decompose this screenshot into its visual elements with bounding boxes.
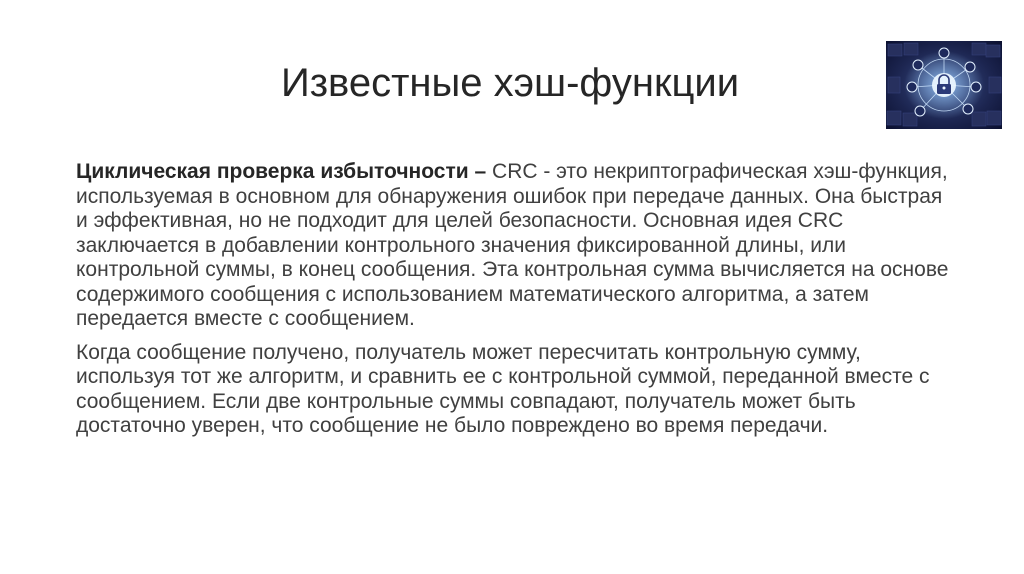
padlock-network-icon: [886, 41, 1002, 129]
paragraph-lead: Циклическая проверка избыточности –: [76, 160, 487, 183]
slide-title: Известные хэш-функции: [280, 61, 740, 105]
cybersecurity-image: [886, 41, 1002, 129]
paragraph-text: CRC - это некриптографическая хэш-функция, используемая в основном для обнаружения ошибок при передаче данных. Она быстрая и эффективная, но не подходит для целей безопасности. Основная идея CRC заключается в добавлении контрольного значения фиксированной длины, или контрольной суммы, в конец сообщения. Эта контрольная сумма вычисляется на основе содержимого сообщения с использованием математического алгоритма, а затем передается вместе с сообщением.: [76, 160, 949, 330]
paragraph-crc: [76, 160, 956, 332]
slide-body: [76, 160, 956, 439]
paragraph-text: Когда сообщение получено, получатель может пересчитать контрольную сумму, используя тот же алгоритм, и сравнить ее с контрольной суммой, переданной вместе с сообщением. Если две контрольные суммы совпадают, получатель может быть достаточно уверен, что сообщение не было повреждено во время передачи.: [76, 340, 930, 437]
paragraph-verification: [76, 341, 956, 439]
